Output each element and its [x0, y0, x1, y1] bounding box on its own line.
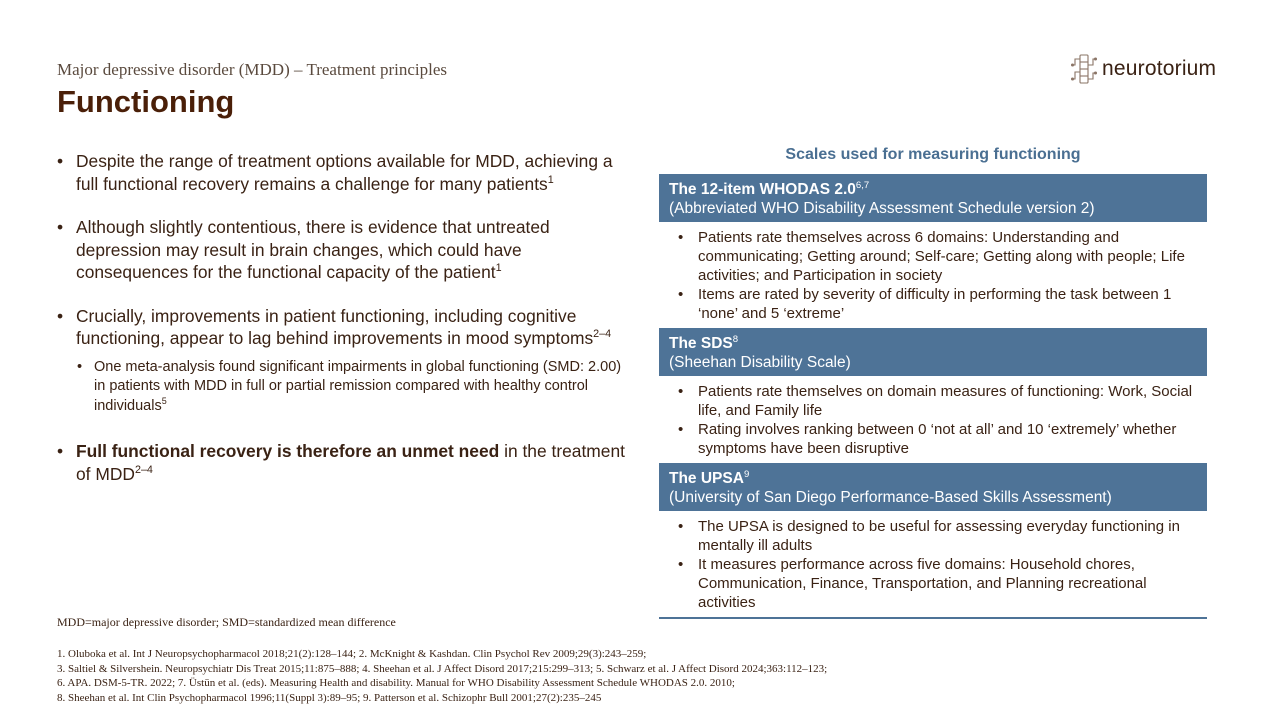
page-subtitle: Major depressive disorder (MDD) – Treatment principles [57, 60, 447, 79]
scale-body-sds [659, 376, 1207, 463]
scale-item: • Items are rated by severity of difficulty in performing the task between 1 ‘none’ and 5 ‘extreme’ [669, 285, 1197, 323]
bullet-item: • Full functional recovery is therefore an unmet need in the treatment of MDD$^{2-4}$ [57, 440, 627, 485]
panel-title: Scales used for measuring functioning [785, 146, 1081, 163]
scale-header-upsa: The UPSA$^9$ (University of San Diego Performance-Based Skills Assessment) [659, 463, 1207, 511]
scale-item: • The UPSA is designed to be useful for assessing everyday functioning in mentally ill adults [669, 517, 1197, 555]
bullet-item: • Crucially, improvements in patient functioning, including cognitive functioning, appear to lag behind improvements in mood symptoms$^{2-4}$ [57, 305, 627, 350]
scale-item: • Patients rate themselves across 6 domains: Understanding and communicating; Getting around; Self-care; Getting along with people; Life activities; and Participation in society [669, 228, 1197, 285]
neurotorium-logo-icon [1071, 54, 1097, 84]
bullet-item: • Despite the range of treatment options available for MDD, achieving a full functional recovery remains a challenge for many patients$^1$ [57, 150, 627, 195]
scale-header-whodas: The 12-item WHODAS 2.0$^{6,7}$ (Abbreviated WHO Disability Assessment Schedule version 2) [659, 174, 1207, 222]
abbreviations: MDD=major depressive disorder; SMD=standardized mean difference [57, 615, 396, 629]
scale-body-upsa [659, 511, 1207, 619]
bullet-item: • Although slightly contentious, there is evidence that untreated depression may result in brain changes, which could have consequences for the functional capacity of the patient$^1$ [57, 216, 627, 284]
reference-line: 1. Oluboka et al. Int J Neuropsychopharmacol 2018;21(2):128–144; 2. McKnight & Kashdan. Clin Psychol Rev 2009;29(3):243–259; [57, 648, 647, 660]
sub-bullet-item: • One meta-analysis found significant impairments in global functioning (SMD: 2.00) in patients with MDD in full or partial remission compared with healthy control individuals$^5$ [57, 358, 627, 417]
page-title: Functioning [57, 84, 235, 119]
logo-text: neurotorium [1102, 57, 1217, 80]
logo [1071, 54, 1216, 84]
scale-body-whodas [659, 222, 1207, 328]
bullet-list [57, 150, 627, 506]
reference-line: 6. APA. DSM-5-TR. 2022; 7. Üstün et al. (eds). Measuring Health and disability. Manual for WHO Disability Assessment Schedule WHODAS 2.0. 2010; [57, 677, 735, 689]
scales-panel [659, 145, 1207, 619]
reference-line: 3. Saltiel & Silvershein. Neuropsychiatr Dis Treat 2015;11:875–888; 4. Sheehan et al. J Affect Disord 2017;215:299–313; 5. Schwarz et al. J Affect Disord 2024;363:112–123; [57, 662, 828, 675]
scale-header-sds: The SDS$^8$ (Sheehan Disability Scale) [659, 328, 1207, 376]
scale-item: • It measures performance across five domains: Household chores, Communication, Finance, Transportation, and Planning recreational activities [669, 555, 1197, 612]
scale-item: • Rating involves ranking between 0 ‘not at all’ and 10 ‘extremely’ whether symptoms have been disruptive [669, 420, 1197, 458]
reference-line: 8. Sheehan et al. Int Clin Psychopharmacol 1996;11(Suppl 3):89–95; 9. Patterson et al. Schizophr Bull 2001;27(2):235–245 [57, 691, 602, 704]
references [57, 647, 827, 705]
scale-item: • Patients rate themselves on domain measures of functioning: Work, Social life, and Family life [669, 382, 1197, 420]
